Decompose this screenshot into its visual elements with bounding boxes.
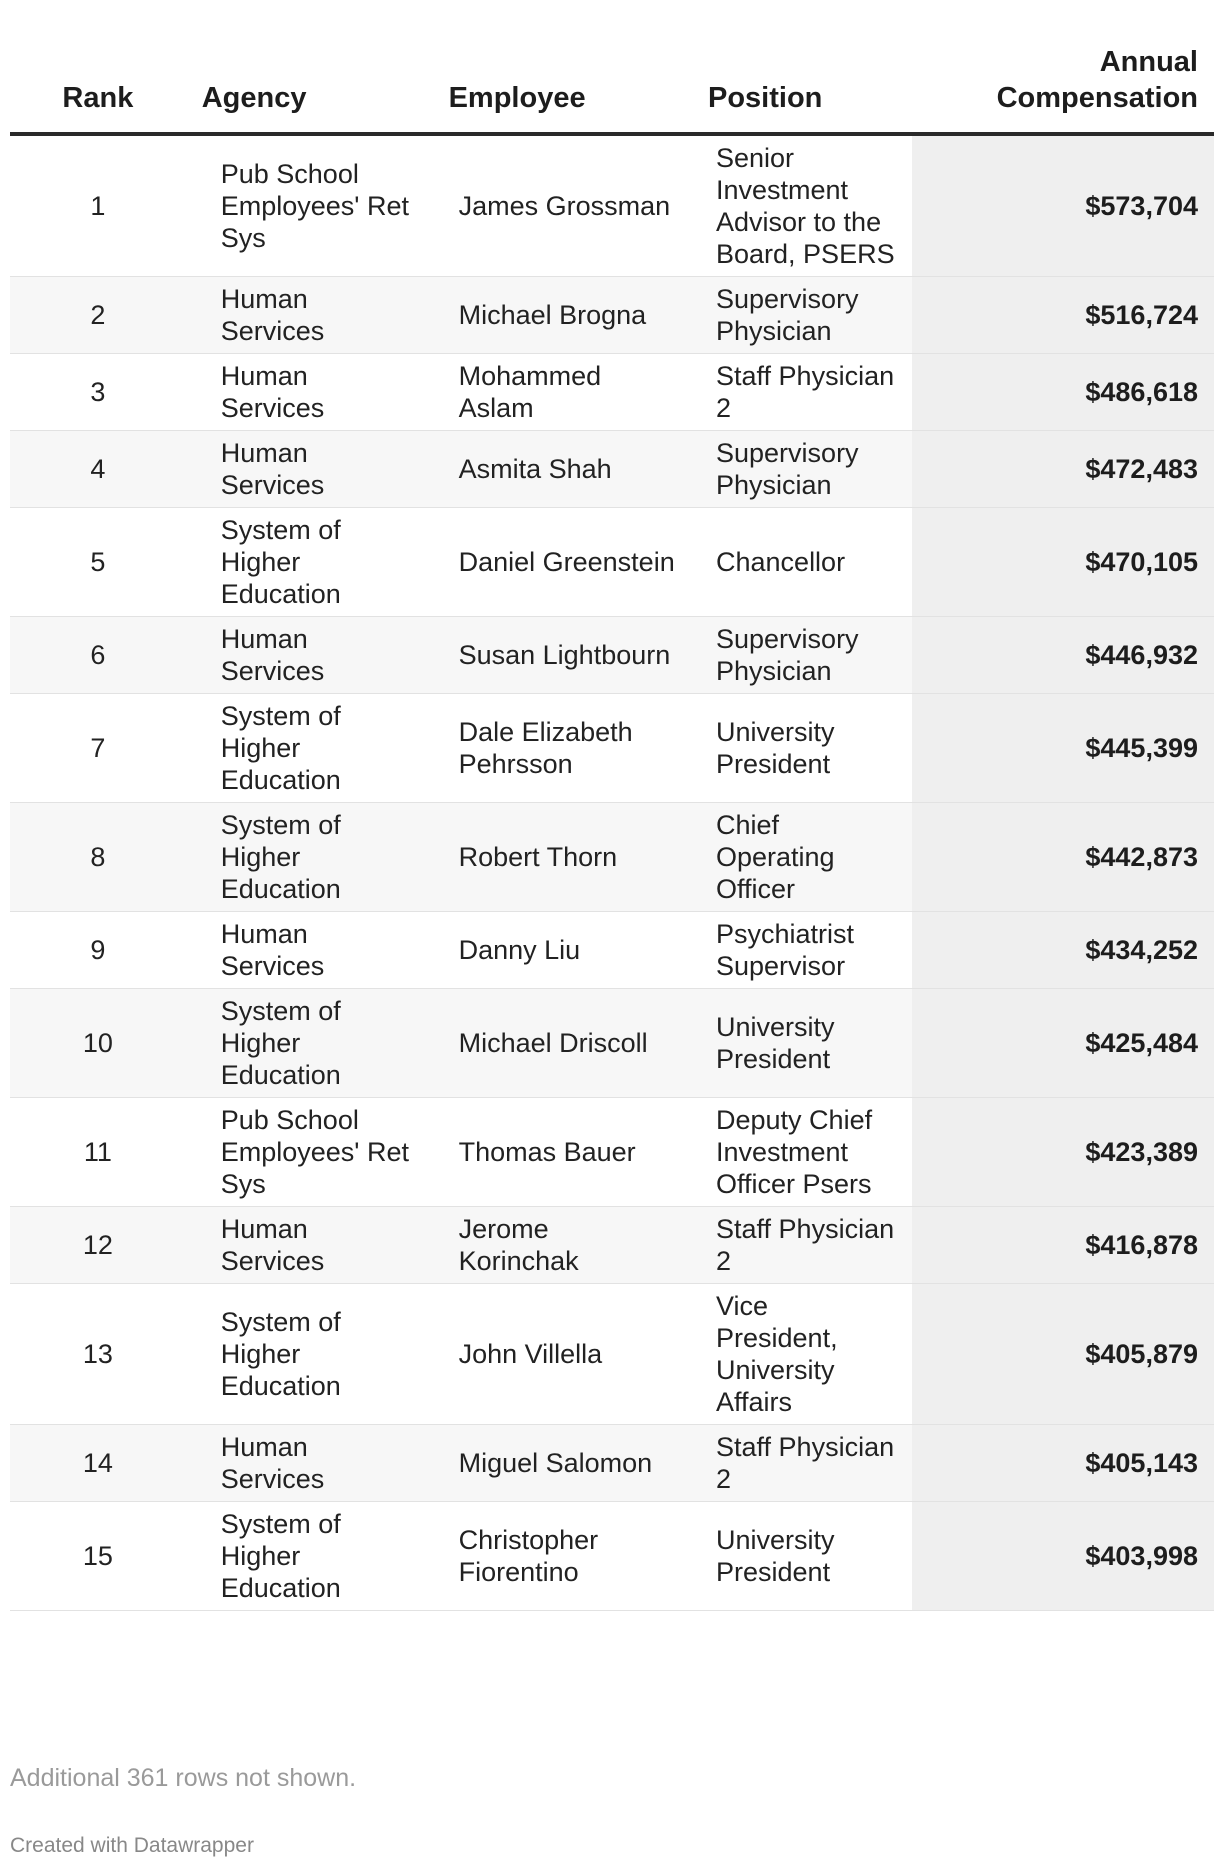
- cell-rank: 13: [10, 1284, 186, 1425]
- cell-position: Vice President, University Affairs: [692, 1284, 912, 1425]
- cell-agency: Pub School Employees' Ret Sys: [186, 1098, 433, 1207]
- credit-link[interactable]: Created with Datawrapper: [10, 1834, 254, 1857]
- cell-compensation: $403,998: [912, 1502, 1214, 1611]
- cell-employee: James Grossman: [433, 134, 692, 277]
- cell-compensation: $573,704: [912, 134, 1214, 277]
- cell-position: Senior Investment Advisor to the Board, PSERS: [692, 134, 912, 277]
- column-header-position[interactable]: Position: [692, 0, 912, 134]
- cell-position: University President: [692, 694, 912, 803]
- cell-position: Staff Physician 2: [692, 1207, 912, 1284]
- table-row: [10, 277, 1214, 354]
- table-row: [10, 508, 1214, 617]
- cell-rank: 14: [10, 1425, 186, 1502]
- cell-compensation: $405,879: [912, 1284, 1214, 1425]
- cell-compensation: $425,484: [912, 989, 1214, 1098]
- cell-position: Psychiatrist Supervisor: [692, 912, 912, 989]
- cell-agency: Human Services: [186, 431, 433, 508]
- cell-agency: System of Higher Education: [186, 989, 433, 1098]
- cell-compensation: $405,143: [912, 1425, 1214, 1502]
- table-row: [10, 354, 1214, 431]
- cell-rank: 8: [10, 803, 186, 912]
- cell-rank: 3: [10, 354, 186, 431]
- cell-rank: 12: [10, 1207, 186, 1284]
- cell-employee: Christopher Fiorentino: [433, 1502, 692, 1611]
- table-row: [10, 431, 1214, 508]
- cell-agency: System of Higher Education: [186, 803, 433, 912]
- cell-position: Supervisory Physician: [692, 277, 912, 354]
- cell-position: University President: [692, 1502, 912, 1611]
- cell-compensation: $486,618: [912, 354, 1214, 431]
- cell-rank: 5: [10, 508, 186, 617]
- cell-employee: Robert Thorn: [433, 803, 692, 912]
- cell-position: Supervisory Physician: [692, 617, 912, 694]
- cell-position: Supervisory Physician: [692, 431, 912, 508]
- cell-compensation: $470,105: [912, 508, 1214, 617]
- cell-rank: 10: [10, 989, 186, 1098]
- cell-agency: System of Higher Education: [186, 508, 433, 617]
- cell-employee: Michael Brogna: [433, 277, 692, 354]
- table-body: [10, 134, 1214, 1611]
- cell-rank: 7: [10, 694, 186, 803]
- cell-employee: Jerome Korinchak: [433, 1207, 692, 1284]
- cell-agency: Human Services: [186, 277, 433, 354]
- cell-agency: Human Services: [186, 354, 433, 431]
- cell-employee: Susan Lightbourn: [433, 617, 692, 694]
- cell-rank: 4: [10, 431, 186, 508]
- cell-employee: Thomas Bauer: [433, 1098, 692, 1207]
- cell-position: Staff Physician 2: [692, 1425, 912, 1502]
- rows-not-shown-note: Additional 361 rows not shown.: [10, 1764, 357, 1792]
- cell-agency: System of Higher Education: [186, 694, 433, 803]
- cell-compensation: $445,399: [912, 694, 1214, 803]
- table-row: [10, 1098, 1214, 1207]
- table-row: [10, 1502, 1214, 1611]
- cell-agency: System of Higher Education: [186, 1284, 433, 1425]
- cell-compensation: $442,873: [912, 803, 1214, 912]
- cell-position: Deputy Chief Investment Officer Psers: [692, 1098, 912, 1207]
- cell-employee: Danny Liu: [433, 912, 692, 989]
- cell-agency: Human Services: [186, 1207, 433, 1284]
- table-row: [10, 989, 1214, 1098]
- cell-employee: John Villella: [433, 1284, 692, 1425]
- column-header-compensation[interactable]: Annual Compensation: [912, 0, 1214, 134]
- table-row: [10, 1284, 1214, 1425]
- cell-compensation: $416,878: [912, 1207, 1214, 1284]
- compensation-table: [10, 0, 1214, 1611]
- cell-position: Chief Operating Officer: [692, 803, 912, 912]
- cell-agency: Pub School Employees' Ret Sys: [186, 134, 433, 277]
- cell-compensation: $446,932: [912, 617, 1214, 694]
- cell-rank: 2: [10, 277, 186, 354]
- cell-rank: 1: [10, 134, 186, 277]
- table-row: [10, 803, 1214, 912]
- cell-employee: Asmita Shah: [433, 431, 692, 508]
- header-row: [10, 0, 1214, 134]
- table-row: [10, 912, 1214, 989]
- cell-agency: Human Services: [186, 912, 433, 989]
- table-row: [10, 1207, 1214, 1284]
- cell-position: Staff Physician 2: [692, 354, 912, 431]
- cell-agency: Human Services: [186, 617, 433, 694]
- table-row: [10, 617, 1214, 694]
- cell-employee: Miguel Salomon: [433, 1425, 692, 1502]
- cell-rank: 15: [10, 1502, 186, 1611]
- column-header-employee[interactable]: Employee: [433, 0, 692, 134]
- cell-compensation: $423,389: [912, 1098, 1214, 1207]
- table-row: [10, 134, 1214, 277]
- cell-agency: Human Services: [186, 1425, 433, 1502]
- cell-employee: Dale Elizabeth Pehrsson: [433, 694, 692, 803]
- cell-agency: System of Higher Education: [186, 1502, 433, 1611]
- cell-rank: 9: [10, 912, 186, 989]
- cell-rank: 11: [10, 1098, 186, 1207]
- table-row: [10, 694, 1214, 803]
- column-header-agency[interactable]: Agency: [186, 0, 433, 134]
- cell-compensation: $434,252: [912, 912, 1214, 989]
- table-row: [10, 1425, 1214, 1502]
- cell-employee: Michael Driscoll: [433, 989, 692, 1098]
- cell-position: University President: [692, 989, 912, 1098]
- cell-employee: Daniel Greenstein: [433, 508, 692, 617]
- cell-position: Chancellor: [692, 508, 912, 617]
- column-header-rank[interactable]: Rank: [10, 0, 186, 134]
- table-container: [10, 0, 1214, 1611]
- cell-rank: 6: [10, 617, 186, 694]
- cell-compensation: $516,724: [912, 277, 1214, 354]
- cell-compensation: $472,483: [912, 431, 1214, 508]
- cell-employee: Mohammed Aslam: [433, 354, 692, 431]
